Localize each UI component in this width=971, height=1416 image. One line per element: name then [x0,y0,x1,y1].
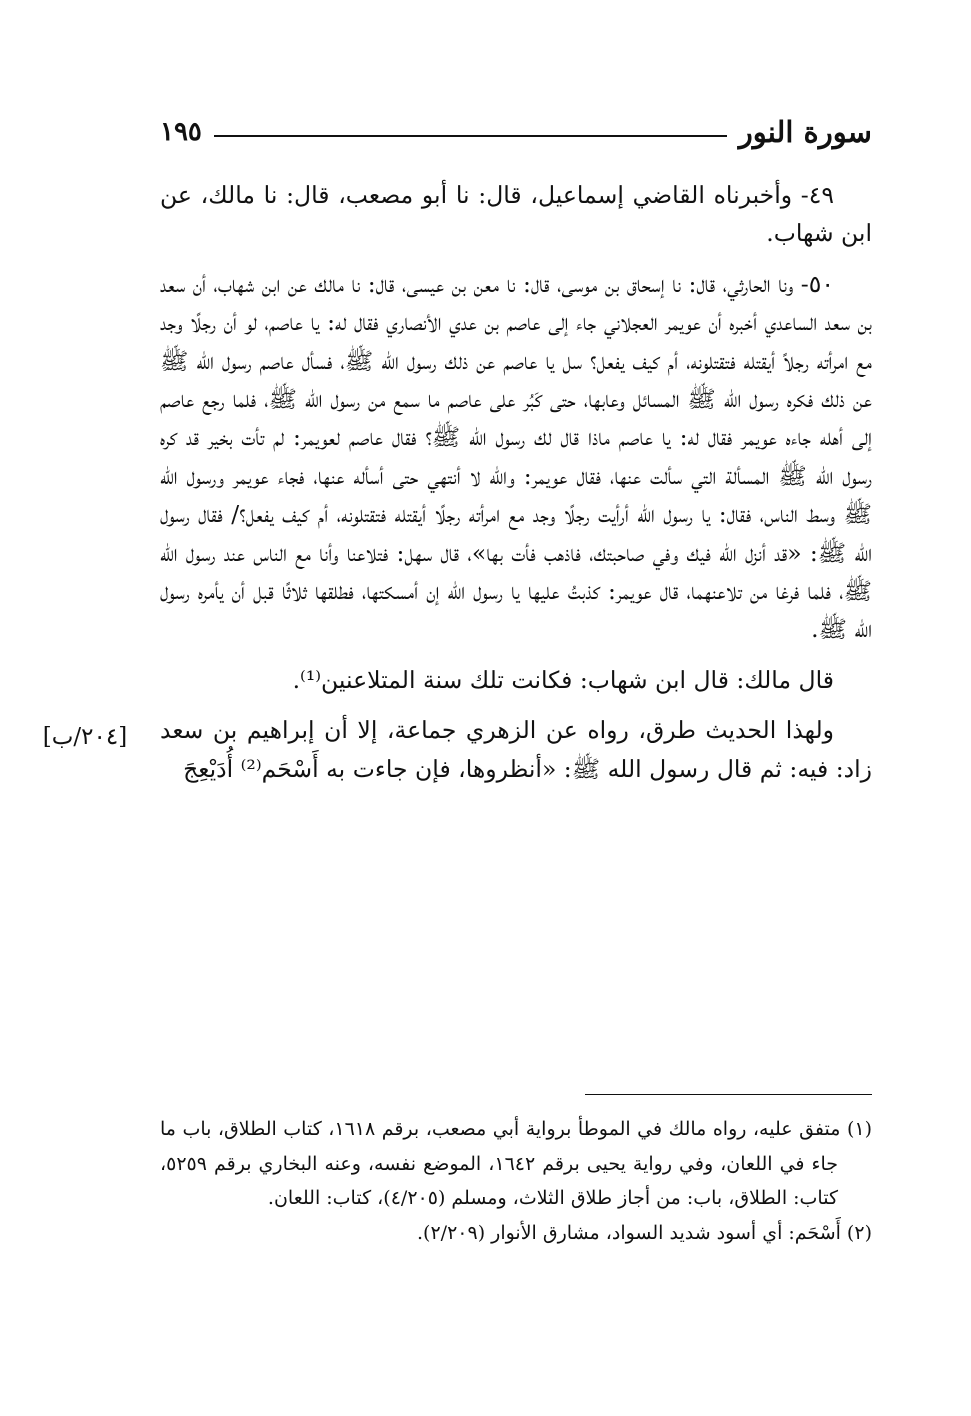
surah-title: سورة النور [738,115,872,149]
running-header [160,110,872,154]
paragraph-gap [160,699,872,711]
malik-statement: قال مالك: قال ابن شهاب: فكانت تلك سنة المتلاعنين⁽¹⁾. [292,665,834,694]
hadith-50: ٥٠- ونا الحارثي، قال: نا إسحاق بن موسى، قال: نا معن بن عيسى، قال: نا مالك عن ابن شهاب، أن سعد بن سعد الساعدي أخبره أن عويمر العجلاني جاء إلى عاصم بن عدي الأنصاري فقال له: يا عاصم، لو أن رجلًا وجد مع امرأته رجلاً أيقتله فتقتلونه، أم كيف يفعل؟ سل يا عاصم عن ذلك رسول الله ﷺ، فسأل عاصم رسول الله ﷺ عن ذلك فكره رسول الله ﷺ المسائل وعابها، حتى كَبُر على عاصم ما سمع من رسول الله ﷺ، فلما رجع عاصم إلى أهله جاءه عويمر فقال له: يا عاصم ماذا قال لك رسول الله ﷺ؟ فقال عاصم لعويمر: لم تأت بخير قد كره رسول الله ﷺ المسألة التي سألت عنها، فقال عويمر: والله لا أنتهي حتى أسأله عنها، فجاء عويمر ورسول الله ﷺ وسط الناس، فقال: يا رسول الله أرأيت رجلًا وجد مع امرأته رجلًا أيقتله فتقتلونه، أم كيف يفعل؟/ فقال رسول الله ﷺ: «قد أنزل الله فيك وفي صاحبتك، فاذهب فأت بها»، قال سهل: فتلاعنا وأنا مع الناس عند رسول الله ﷺ، فلما فرغا من تلاعنهما، قال عويمر: كذبتُ عليها يا رسول الله إن أمسكتها، فطلقها ثلاثًا قبل أن يأمره رسول الله ﷺ. [160,269,872,644]
footnote-separator [585,1094,872,1095]
manuscript-folio-marker: [٢٠٤/ب] [42,724,128,750]
paragraph-gap [160,253,872,265]
commentary-paragraph: ولهذا الحديث طرق، رواه عن الزهري جماعة، إلا أن إبراهيم بن سعد زاد: فيه: ثم قال رسول الله ﷺ: «أنظروها، فإن جاءت به أَسْحَم⁽²⁾ أُدَيْعِجَ [160,716,872,783]
main-text [160,176,872,788]
footnotes [160,1112,872,1250]
hadith-49: ٤٩- وأخبرناه القاضي إسماعيل، قال: نا أبو مصعب، قال: نا مالك، عن ابن شهاب. [160,181,872,248]
page-number: ١٩٥ [160,117,202,147]
footnote-1: (١) متفق عليه، رواه مالك في الموطأ برواية أبي مصعب، برقم ١٦١٨، كتاب الطلاق، باب ما جاء في اللعان، وفي رواية يحيى برقم ١٦٤٢، الموضع نفسه، وعنه البخاري برقم ٥٢٥٩، كتاب: الطلاق، باب: من أجاز طلاق الثلاث، ومسلم (٤/٢٠٥)، كتاب: اللعان. [160,1118,873,1209]
header-rule [214,135,727,137]
footnote-2: (٢) أَسْحَم: أي أسود شديد السواد، مشارق الأنوار (٢/٢٠٩). [417,1221,872,1244]
paragraph-gap [160,649,872,661]
